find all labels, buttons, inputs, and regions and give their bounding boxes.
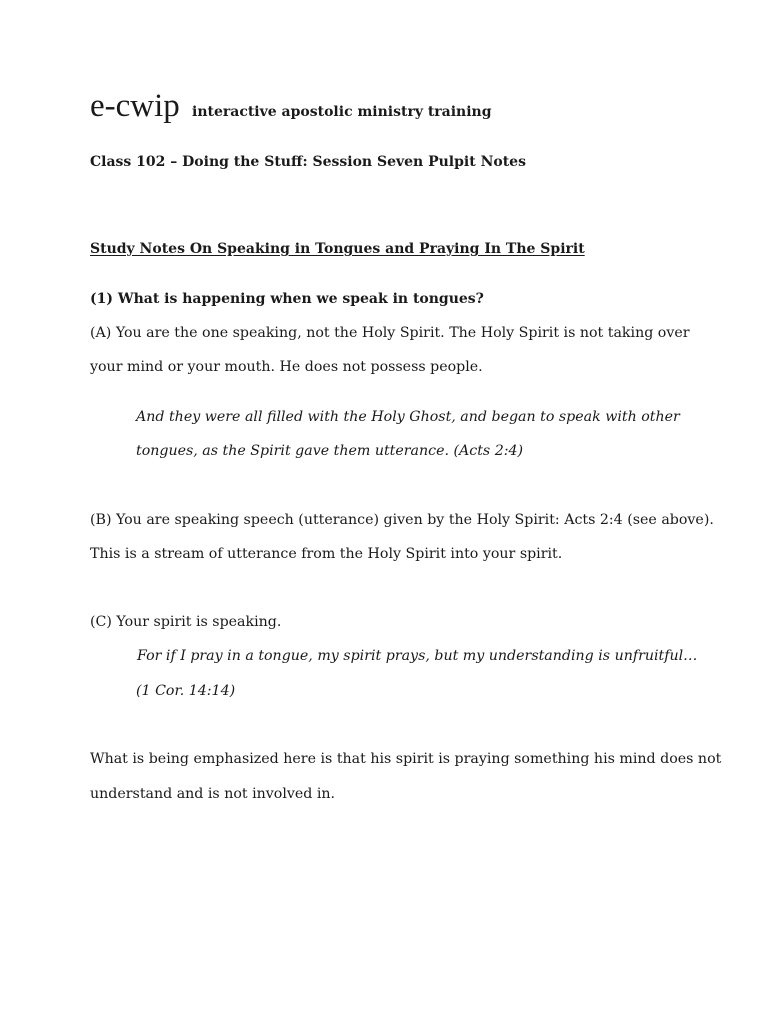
- emphasis-line-2: understand and is not involved in.: [90, 786, 336, 802]
- section-heading: Study Notes On Speaking in Tongues and Praying In The Spirit: [90, 241, 585, 257]
- point-c: (C) Your spirit is speaking.: [90, 614, 282, 630]
- emphasis-line-1: What is being emphasized here is that his spirit is praying something his mind does not: [90, 751, 722, 767]
- class-title: Class 102 – Doing the Stuff: Session Seven Pulpit Notes: [90, 154, 526, 170]
- tagline: interactive apostolic ministry training: [192, 104, 492, 120]
- scripture-quote-2-line-1: For if I pray in a tongue, my spirit prays, but my understanding is unfruitful…: [137, 648, 698, 664]
- question-1: (1) What is happening when we speak in tongues?: [90, 291, 484, 307]
- point-a-line-2: your mind or your mouth. He does not possess people.: [90, 359, 483, 375]
- point-b-line-1: (B) You are speaking speech (utterance) given by the Holy Spirit: Acts 2:4 (see above).: [90, 512, 714, 528]
- scripture-quote-1-line-1: And they were all filled with the Holy Ghost, and began to speak with other: [136, 409, 680, 425]
- logo-text: e-cwip: [90, 88, 180, 124]
- point-a-line-1: (A) You are the one speaking, not the Holy Spirit. The Holy Spirit is not taking over: [90, 325, 690, 341]
- scripture-quote-1-line-2: tongues, as the Spirit gave them utterance. (Acts 2:4): [136, 443, 524, 459]
- point-b-line-2: This is a stream of utterance from the Holy Spirit into your spirit.: [90, 546, 563, 562]
- scripture-quote-2-line-2: (1 Cor. 14:14): [136, 683, 236, 699]
